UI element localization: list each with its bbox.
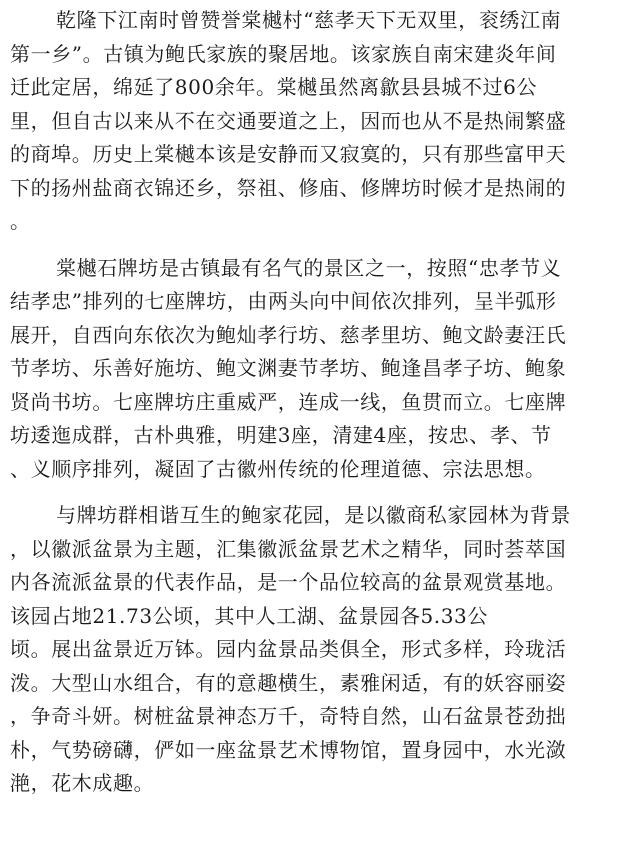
text-line: 滟，花木成趣。 (10, 771, 155, 795)
paragraph-3 (10, 499, 640, 801)
text-line: 的商埠。历史上棠樾本该是安静而又寂寞的，只有那些富甲天 (10, 142, 567, 166)
text-line: ，争奇斗妍。树桩盆景神态万千，奇特自然，山石盆景苍劲拙 (10, 704, 567, 728)
text-line: 。 (10, 209, 31, 233)
text-line: 迁此定居，绵延了800余年。棠樾虽然离歙县县城不过6公 (10, 75, 538, 99)
text-line: 棠樾石牌坊是古镇最有名气的景区之一，按照“忠孝节义 (56, 255, 562, 280)
text-line: 内各流派盆景的代表作品，是一个品位较高的盆景观赏基地。 (10, 570, 567, 594)
paragraph-2 (10, 252, 640, 487)
text-line: 第一乡”。古镇为鲍氏家族的聚居地。该家族自南宋建炎年间 (10, 41, 557, 66)
text-line: 里，但自古以来从不在交通要道之上，因而也从不是热闹繁盛 (10, 108, 567, 133)
text-line: 结孝忠”排列的七座牌坊，由两头向中间依次排列，呈半弧形 (10, 289, 557, 313)
text-line: 贤尚书坊。七座牌坊庄重威严，连成一线，鱼贯而立。七座牌 (10, 389, 567, 414)
text-line: 节孝坊、乐善好施坊、鲍文渊妻节孝坊、鲍逢昌孝子坊、鲍象 (10, 356, 567, 380)
text-line: 展开，自西向东依次为鲍灿孝行坊、慈孝里坊、鲍文龄妻汪氏 (10, 322, 567, 347)
text-line: 泼。大型山水组合，有的意趣横生，素雅闲适，有的妖容丽姿 (10, 670, 567, 695)
text-line: 下的扬州盐商衣锦还乡，祭祖、修庙、修牌坊时候才是热闹的 (10, 175, 567, 200)
paragraph-gap (10, 486, 640, 499)
text-line: ，以徽派盆景为主题，汇集徽派盆景艺术之精华，同时荟萃国 (10, 536, 567, 561)
text-line: 朴，气势磅礴，俨如一座盆景艺术博物馆，置身园中，水光潋 (10, 737, 567, 762)
paragraph-gap (10, 239, 640, 252)
text-line: 乾隆下江南时曾赞誉棠樾村“慈孝天下无双里，衮绣江南 (56, 8, 562, 32)
text-line: 顷。展出盆景近万钵。园内盆景品类俱全，形式多样，玲珑活 (10, 637, 567, 661)
paragraph-1 (10, 4, 640, 239)
text-line: 坊逶迤成群，古朴典雅，明建3座，清建4座，按忠、孝、节 (10, 423, 552, 447)
text-line: 该园占地21.73公顷，其中人工湖、盆景园各5.33公 (10, 603, 488, 628)
text-line: 、义顺序排列，凝固了古徽州传统的伦理道德、宗法思想。 (10, 456, 546, 481)
text-line: 与牌坊群相谐互生的鲍家花园，是以徽商私家园林为背景 (56, 503, 571, 527)
